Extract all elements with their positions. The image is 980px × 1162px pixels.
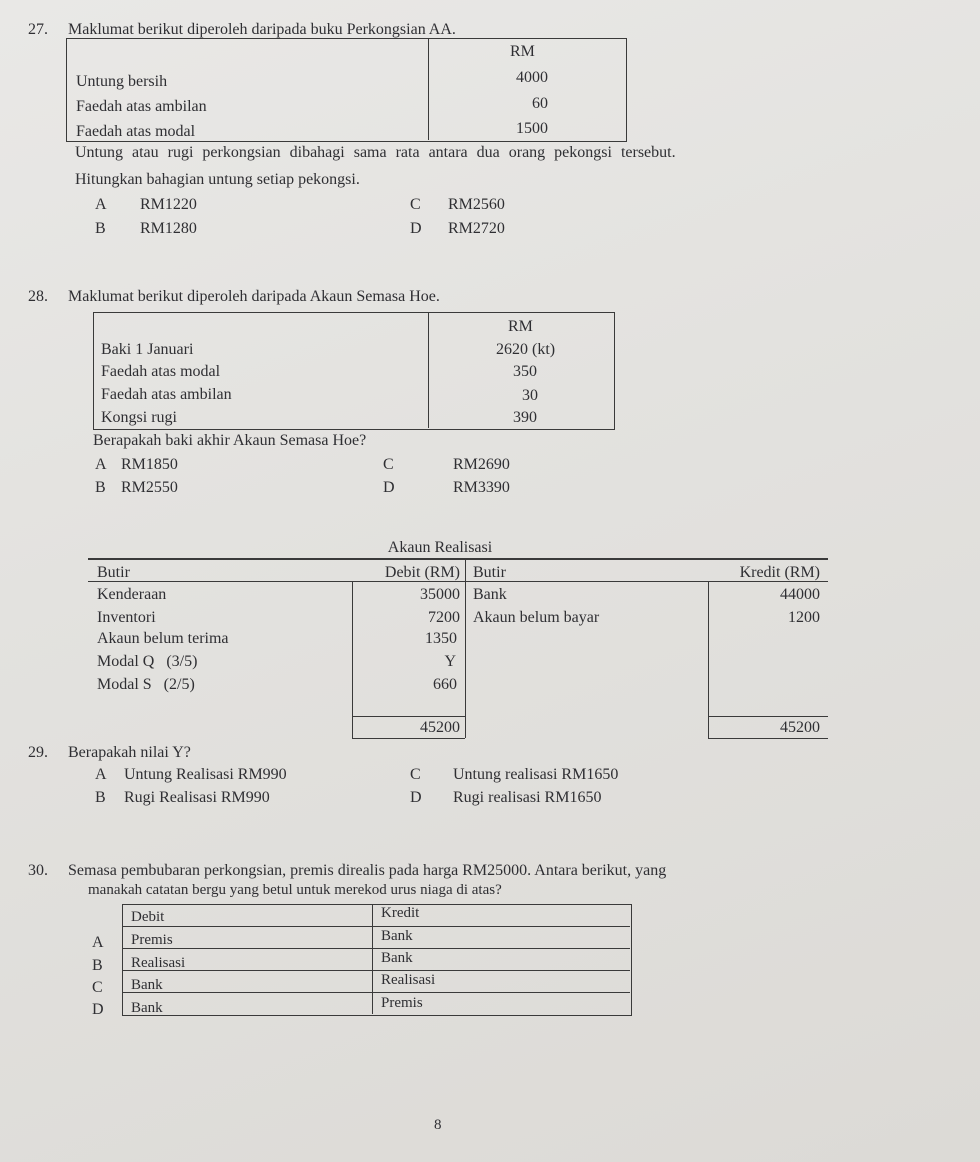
credit-bottom-rule <box>708 738 828 739</box>
row-label: Faedah atas modal <box>101 363 221 380</box>
question-text: Hitungkan bahagian untung setiap pekongsi. <box>75 171 360 188</box>
currency-header: RM <box>508 318 533 335</box>
debit-total-rule <box>352 716 465 717</box>
question-stem: Maklumat berikut diperoleh daripada Akaun Semasa Hoe. <box>68 288 440 305</box>
row-value: 4000 <box>516 69 548 86</box>
credit-value: 44000 <box>780 586 820 603</box>
header-butir: Butir <box>473 564 506 581</box>
question-text: manakah catatan bergu yang betul untuk merekod urus niaga di atas? <box>88 882 502 898</box>
option-text[interactable]: RM2720 <box>448 220 505 237</box>
option-credit[interactable]: Bank <box>381 928 413 944</box>
debit-total: 45200 <box>420 719 460 736</box>
option-credit[interactable]: Bank <box>381 950 413 966</box>
account-title: Akaun Realisasi <box>387 539 493 556</box>
option-letter[interactable]: A <box>92 934 104 951</box>
option-letter[interactable]: D <box>410 789 422 806</box>
option-debit[interactable]: Premis <box>131 932 173 948</box>
row-value: 350 <box>513 363 537 380</box>
option-text[interactable]: RM1220 <box>140 196 197 213</box>
option-letter[interactable]: C <box>410 766 421 783</box>
debit-label: Modal S (2/5) <box>97 676 195 693</box>
debit-label: Inventori <box>97 609 156 626</box>
option-letter[interactable]: A <box>95 196 107 213</box>
row-label: Faedah atas ambilan <box>101 386 232 403</box>
option-letter[interactable]: D <box>92 1001 104 1018</box>
debit-value: 35000 <box>420 586 460 603</box>
option-letter[interactable]: B <box>95 479 106 496</box>
option-text[interactable]: Rugi Realisasi RM990 <box>124 789 270 806</box>
debit-col-right <box>465 560 466 738</box>
question-stem: Maklumat berikut diperoleh daripada buku Perkongsian AA. <box>68 21 456 38</box>
row-rule <box>122 992 630 993</box>
row-label: Faedah atas ambilan <box>76 98 207 115</box>
journal-table <box>122 904 632 1016</box>
row-rule <box>122 948 630 949</box>
credit-label: Akaun belum bayar <box>473 609 600 626</box>
question-number: 27. <box>28 21 48 38</box>
question-number: 30. <box>28 862 48 879</box>
question-number: 29. <box>28 744 48 761</box>
header-kredit: Kredit <box>381 905 420 921</box>
option-text[interactable]: Rugi realisasi RM1650 <box>453 789 602 806</box>
debit-value: 660 <box>433 676 457 693</box>
option-text[interactable]: RM2550 <box>121 479 178 496</box>
option-letter[interactable]: B <box>95 789 106 806</box>
option-letter[interactable]: A <box>95 766 107 783</box>
header-debit: Debit <box>131 909 165 925</box>
option-letter[interactable]: D <box>410 220 422 237</box>
row-value: 30 <box>522 387 538 404</box>
row-label: Faedah atas modal <box>76 123 196 140</box>
debit-value: 7200 <box>428 609 460 626</box>
credit-col-left <box>708 582 709 738</box>
debit-value: 1350 <box>425 630 457 647</box>
credit-total-rule <box>708 716 828 717</box>
header-butir: Butir <box>97 564 130 581</box>
row-value: 390 <box>513 409 537 426</box>
question-text: Berapakah nilai Y? <box>68 744 191 761</box>
header-kredit: Kredit (RM) <box>739 564 820 581</box>
option-credit[interactable]: Premis <box>381 995 423 1011</box>
option-letter[interactable]: D <box>383 479 395 496</box>
row-label: Untung bersih <box>76 73 168 90</box>
option-text[interactable]: RM1850 <box>121 456 178 473</box>
option-text[interactable]: RM1280 <box>140 220 197 237</box>
question-text: Semasa pembubaran perkongsian, premis direalis pada harga RM25000. Antara berikut, yang <box>68 862 667 879</box>
question-number: 28. <box>28 288 48 305</box>
page-number: 8 <box>434 1117 442 1133</box>
row-label: Kongsi rugi <box>101 409 177 426</box>
table-divider <box>372 904 373 1014</box>
row-value: 1500 <box>516 120 548 137</box>
option-text[interactable]: RM3390 <box>453 479 510 496</box>
header-debit: Debit (RM) <box>384 564 460 581</box>
option-text[interactable]: Untung realisasi RM1650 <box>453 766 619 783</box>
option-text[interactable]: RM2560 <box>448 196 505 213</box>
currency-header: RM <box>510 43 535 60</box>
debit-label: Kenderaan <box>97 586 167 603</box>
option-letter[interactable]: C <box>410 196 421 213</box>
row-value: 2620 (kt) <box>496 341 556 358</box>
debit-label: Akaun belum terima <box>97 630 229 647</box>
question-text: Berapakah baki akhir Akaun Semasa Hoe? <box>93 432 367 449</box>
option-letter[interactable]: C <box>383 456 394 473</box>
question-text: Untung atau rugi perkongsian dibahagi sama rata antara dua orang pekongsi tersebut. <box>75 144 676 161</box>
credit-label: Bank <box>473 586 507 603</box>
credit-total: 45200 <box>780 719 820 736</box>
option-debit[interactable]: Realisasi <box>131 955 186 971</box>
top-rule <box>88 558 828 560</box>
row-label: Baki 1 Januari <box>101 341 194 358</box>
option-text[interactable]: Untung Realisasi RM990 <box>124 766 287 783</box>
row-value: 60 <box>532 95 548 112</box>
row-rule <box>122 926 630 927</box>
option-credit[interactable]: Realisasi <box>381 972 436 988</box>
table-divider <box>428 38 429 140</box>
debit-bottom-rule <box>352 738 465 739</box>
option-letter[interactable]: A <box>95 456 107 473</box>
row-rule <box>122 970 630 971</box>
credit-value: 1200 <box>788 609 820 626</box>
option-text[interactable]: RM2690 <box>453 456 510 473</box>
option-letter[interactable]: C <box>92 979 103 996</box>
header-rule <box>88 581 828 582</box>
option-letter[interactable]: B <box>95 220 106 237</box>
debit-label: Modal Q (3/5) <box>97 653 198 670</box>
debit-value: Y <box>444 653 456 670</box>
option-debit[interactable]: Bank <box>131 977 163 993</box>
option-debit[interactable]: Bank <box>131 1000 163 1016</box>
table-divider <box>428 312 429 428</box>
option-letter[interactable]: B <box>92 957 103 974</box>
